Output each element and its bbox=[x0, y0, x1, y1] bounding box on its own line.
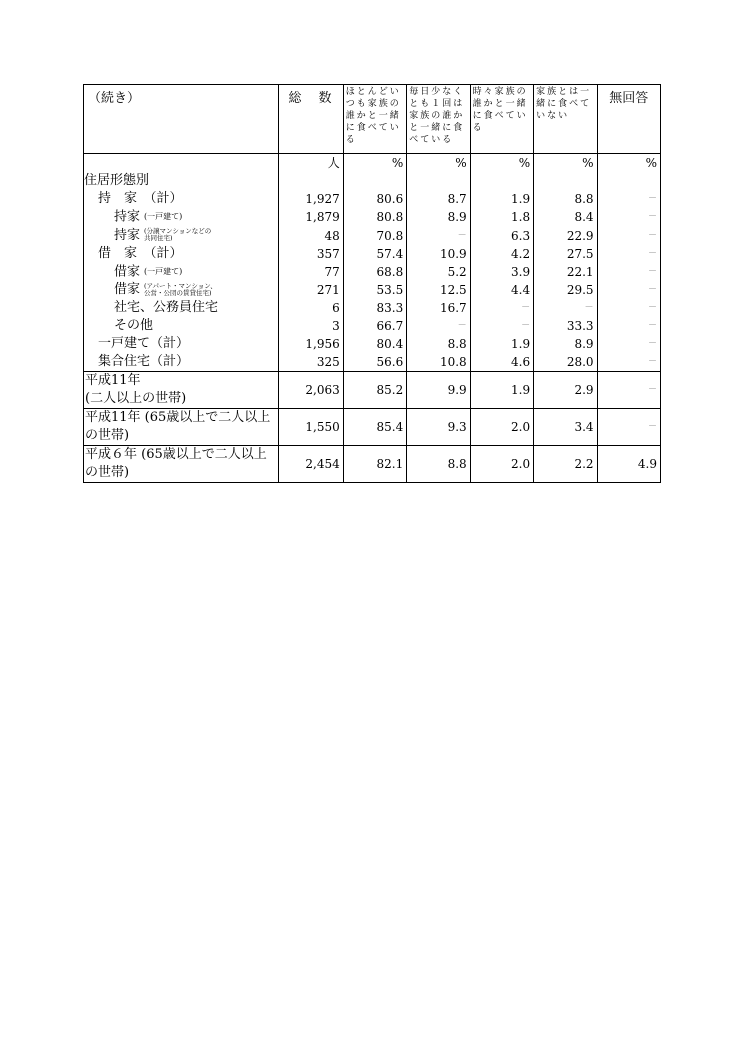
cell-e: － bbox=[597, 317, 660, 335]
cell-d: － bbox=[534, 299, 597, 317]
header-not-with-family-col: 家族とは一緒に食べていない bbox=[534, 85, 597, 154]
cell-d: 22.1 bbox=[534, 263, 597, 282]
cell-c: 4.4 bbox=[470, 281, 533, 299]
cell-d: 27.5 bbox=[534, 245, 597, 263]
cell-e: － bbox=[597, 353, 660, 372]
unit-pct: % bbox=[407, 154, 470, 173]
header-daily-once-col: 毎日少なくとも１回は家族の誰かと一緒に食べている bbox=[407, 85, 470, 154]
cell-e: － bbox=[597, 245, 660, 263]
comparison-label: 平成11年 (65歳以上で二人以上 の世帯) bbox=[84, 409, 279, 446]
cell-d: 33.3 bbox=[534, 317, 597, 335]
row-note: (一戸建て) bbox=[144, 266, 183, 276]
table-row bbox=[84, 281, 661, 299]
cell-d: 3.4 bbox=[534, 409, 597, 446]
table-row bbox=[84, 353, 661, 372]
header-row bbox=[84, 85, 661, 154]
cell-e: － bbox=[597, 281, 660, 299]
comparison-label: 平成６年 (65歳以上で二人以上 の世帯) bbox=[84, 446, 279, 483]
unit-pct: % bbox=[597, 154, 660, 173]
cell-d: 8.4 bbox=[534, 208, 597, 227]
cell-c: 1.8 bbox=[470, 208, 533, 227]
cell-a: 57.4 bbox=[343, 245, 406, 263]
cell-a: 56.6 bbox=[343, 353, 406, 372]
cell-b: － bbox=[407, 227, 470, 245]
cell-b: 10.8 bbox=[407, 353, 470, 372]
table-row bbox=[84, 190, 661, 208]
cell-b: 8.9 bbox=[407, 208, 470, 227]
unit-pct: % bbox=[343, 154, 406, 173]
comparison-row bbox=[84, 446, 661, 483]
cell-total: 1,550 bbox=[279, 409, 343, 446]
cell-total: 2,454 bbox=[279, 446, 343, 483]
table-row bbox=[84, 208, 661, 227]
survey-table bbox=[83, 84, 661, 483]
cell-e: 4.9 bbox=[597, 446, 660, 483]
table-row bbox=[84, 245, 661, 263]
cell-b: － bbox=[407, 317, 470, 335]
cell-e: － bbox=[597, 227, 660, 245]
cell-b: 8.8 bbox=[407, 335, 470, 353]
header-total-col: 総 数 bbox=[279, 85, 343, 154]
section-title-row bbox=[84, 172, 661, 190]
cell-b: 9.3 bbox=[407, 409, 470, 446]
cell-d: 8.8 bbox=[534, 190, 597, 208]
comparison-row bbox=[84, 409, 661, 446]
row-label: 一戸建て（計） bbox=[84, 335, 279, 353]
cell-a: 83.3 bbox=[343, 299, 406, 317]
cell-b: 9.9 bbox=[407, 372, 470, 409]
cell-c: 6.3 bbox=[470, 227, 533, 245]
cell-d: 2.9 bbox=[534, 372, 597, 409]
cell-b: 10.9 bbox=[407, 245, 470, 263]
cell-c: 3.9 bbox=[470, 263, 533, 282]
header-sometimes-col: 時々家族の誰かと一緒に食べている bbox=[470, 85, 533, 154]
cell-a: 80.4 bbox=[343, 335, 406, 353]
cell-total: 48 bbox=[279, 227, 343, 245]
row-note: (分譲マンションなどの 共同住宅) bbox=[144, 227, 212, 242]
cell-d: 28.0 bbox=[534, 353, 597, 372]
cell-b: 12.5 bbox=[407, 281, 470, 299]
cell-e: － bbox=[597, 409, 660, 446]
unit-total: 人 bbox=[279, 154, 343, 173]
cell-a: 66.7 bbox=[343, 317, 406, 335]
cell-b: 8.8 bbox=[407, 446, 470, 483]
cell-a: 80.8 bbox=[343, 208, 406, 227]
cell-e: － bbox=[597, 372, 660, 409]
table-row bbox=[84, 317, 661, 335]
cell-e: － bbox=[597, 190, 660, 208]
header-almost-always-col: ほとんどいつも家族の誰かと一緒に食べている bbox=[343, 85, 406, 154]
unit-pct: % bbox=[534, 154, 597, 173]
unit-pct: % bbox=[470, 154, 533, 173]
row-label: その他 bbox=[84, 317, 279, 335]
cell-c: － bbox=[470, 299, 533, 317]
header-label-col: （続き） bbox=[84, 85, 279, 154]
cell-a: 82.1 bbox=[343, 446, 406, 483]
cell-d: 8.9 bbox=[534, 335, 597, 353]
cell-total: 1,927 bbox=[279, 190, 343, 208]
cell-c: 2.0 bbox=[470, 409, 533, 446]
cell-total: 2,063 bbox=[279, 372, 343, 409]
cell-d: 29.5 bbox=[534, 281, 597, 299]
comparison-label: 平成11年 (二人以上の世帯) bbox=[84, 372, 279, 409]
cell-a: 53.5 bbox=[343, 281, 406, 299]
cell-e: － bbox=[597, 335, 660, 353]
cell-e: － bbox=[597, 208, 660, 227]
cell-c: 1.9 bbox=[470, 335, 533, 353]
cell-total: 357 bbox=[279, 245, 343, 263]
row-label: 持家 (分譲マンションなどの 共同住宅) bbox=[84, 227, 279, 245]
cell-a: 85.2 bbox=[343, 372, 406, 409]
table-row bbox=[84, 263, 661, 282]
cell-total: 271 bbox=[279, 281, 343, 299]
cell-c: － bbox=[470, 317, 533, 335]
cell-total: 1,956 bbox=[279, 335, 343, 353]
cell-d: 22.9 bbox=[534, 227, 597, 245]
comparison-row bbox=[84, 372, 661, 409]
table-row bbox=[84, 335, 661, 353]
cell-c: 1.9 bbox=[470, 190, 533, 208]
unit-row bbox=[84, 154, 661, 173]
row-label: 借 家 （計） bbox=[84, 245, 279, 263]
row-label: 社宅、公務員住宅 bbox=[84, 299, 279, 317]
row-label: 借家 (一戸建て) bbox=[84, 263, 279, 282]
cell-b: 5.2 bbox=[407, 263, 470, 282]
cell-e: － bbox=[597, 263, 660, 282]
cell-c: 4.2 bbox=[470, 245, 533, 263]
header-no-answer-col: 無回答 bbox=[597, 85, 660, 154]
row-label: 持 家 （計） bbox=[84, 190, 279, 208]
cell-c: 4.6 bbox=[470, 353, 533, 372]
row-label: 集合住宅（計） bbox=[84, 353, 279, 372]
cell-a: 70.8 bbox=[343, 227, 406, 245]
cell-e: － bbox=[597, 299, 660, 317]
row-note: (一戸建て) bbox=[144, 212, 183, 221]
cell-a: 80.6 bbox=[343, 190, 406, 208]
cell-b: 16.7 bbox=[407, 299, 470, 317]
cell-a: 85.4 bbox=[343, 409, 406, 446]
cell-total: 6 bbox=[279, 299, 343, 317]
row-label: 持家 (一戸建て) bbox=[84, 208, 279, 227]
cell-d: 2.2 bbox=[534, 446, 597, 483]
cell-b: 8.7 bbox=[407, 190, 470, 208]
cell-total: 325 bbox=[279, 353, 343, 372]
cell-c: 1.9 bbox=[470, 372, 533, 409]
section-title: 住居形態別 bbox=[84, 172, 279, 190]
cell-total: 3 bbox=[279, 317, 343, 335]
table-row bbox=[84, 299, 661, 317]
cell-total: 1,879 bbox=[279, 208, 343, 227]
row-note: (アパート・マンション、 公営・公団の賃貸住宅) bbox=[144, 281, 217, 297]
cell-c: 2.0 bbox=[470, 446, 533, 483]
table-row bbox=[84, 227, 661, 245]
row-label: 借家 (アパート・マンション、 公営・公団の賃貸住宅) bbox=[84, 281, 279, 299]
cell-a: 68.8 bbox=[343, 263, 406, 282]
cell-total: 77 bbox=[279, 263, 343, 282]
